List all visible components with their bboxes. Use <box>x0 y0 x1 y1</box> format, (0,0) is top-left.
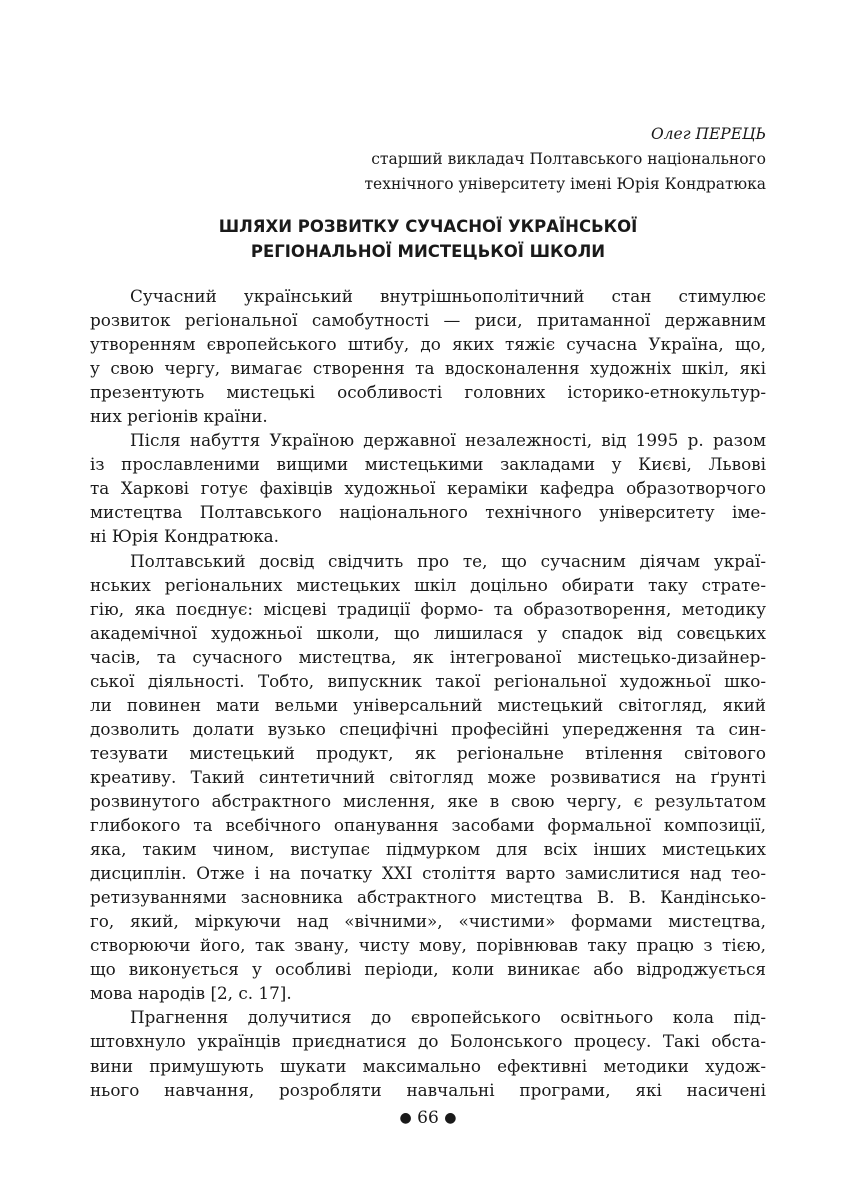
text-line: створюючи його, так звану, чисту мову, порівнював таку працю з тією, <box>90 935 766 956</box>
text-line: го, який, міркуючи над «вічними», «чистими» формами мистецтва, <box>90 911 766 932</box>
paragraph <box>90 284 766 428</box>
author-affiliation-line: старший викладач Полтавського національного <box>371 150 766 168</box>
text-line: та Харкові готує фахівців художньої кераміки кафедра образотворчого <box>90 478 766 499</box>
author-block <box>364 122 766 197</box>
text-line: розвинутого абстрактного мислення, яке в свою чергу, є результатом <box>90 790 766 811</box>
paragraph <box>90 1005 766 1101</box>
page-number <box>0 1106 856 1130</box>
text-line: тезувати мистецький продукт, як регіональне втілення світового <box>90 742 766 763</box>
author-name: Олег ПЕРЕЦЬ <box>650 125 766 143</box>
text-line: них регіонів країни. <box>90 406 268 427</box>
text-line: що виконується у особливі періоди, коли виникає або відроджується <box>90 959 766 980</box>
text-line: Полтавський досвід свідчить про те, що сучасним діячам украї- <box>130 550 766 571</box>
text-line: у свою чергу, вимагає створення та вдосконалення художніх шкіл, які <box>90 358 766 379</box>
text-line: із прославленими вищими мистецькими закладами у Києві, Львові <box>90 454 766 475</box>
paragraph <box>90 549 766 1006</box>
text-line: ретизуваннями засновника абстрактного мистецтва В. В. Кандінсько- <box>90 887 766 908</box>
text-line: ні Юрія Кондратюка. <box>90 526 280 547</box>
text-line: креативу. Такий синтетичний світогляд може розвиватися на ґрунті <box>90 766 766 787</box>
text-line: вини примушують шукати максимально ефективні методики худож- <box>90 1055 766 1076</box>
article-title <box>90 214 766 264</box>
text-line: Прагнення долучитися до європейського освітнього кола під- <box>130 1007 766 1028</box>
bullet-icon: ● <box>444 1110 457 1126</box>
text-line: презентують мистецькі особливості головних історико-етнокультур- <box>90 382 766 403</box>
page-number-value: 66 <box>417 1108 439 1128</box>
text-line: утворенням європейського штибу, до яких тяжіє сучасна Україна, що, <box>90 334 766 355</box>
text-line: ли повинен мати вельми універсальний мистецький світогляд, який <box>90 694 766 715</box>
text-line: гію, яка поєднує: місцеві традиції формо- та образотворення, методику <box>90 598 766 619</box>
text-line: розвиток регіональної самобутності — риси, притаманної державним <box>90 310 766 331</box>
paragraph <box>90 428 766 548</box>
text-line: мистецтва Полтавського національного технічного університету іме- <box>90 502 766 523</box>
bullet-icon: ● <box>399 1110 412 1126</box>
text-line: Після набуття Україною державної незалежності, від 1995 р. разом <box>130 430 766 451</box>
text-line: ської діяльності. Тобто, випускник такої регіональної художньої шко- <box>90 670 766 691</box>
text-line: глибокого та всебічного опанування засобами формальної композиції, <box>90 815 766 836</box>
text-line: нього навчання, розробляти навчальні програми, які насичені <box>90 1079 766 1100</box>
text-line: дозволить долати вузько специфічні професійні упередження та син- <box>90 718 766 739</box>
text-line: дисциплін. Отже і на початку XXI століття варто замислитися над тео- <box>90 863 766 884</box>
title-line: РЕГІОНАЛЬНОЇ МИСТЕЦЬКОЇ ШКОЛИ <box>250 242 606 261</box>
text-line: Сучасний український внутрішньополітичний стан стимулює <box>130 286 766 306</box>
text-line: часів, та сучасного мистецтва, як інтегрованої мистецько-дизайнер- <box>90 646 766 667</box>
author-affiliation-line: технічного університету імені Юрія Кондратюка <box>364 175 766 193</box>
title-line: ШЛЯХИ РОЗВИТКУ СУЧАСНОЇ УКРАЇНСЬКОЇ <box>218 217 638 236</box>
text-line: штовхнуло українців приєднатися до Болонського процесу. Такі обста- <box>90 1031 766 1052</box>
text-line: яка, таким чином, виступає підмурком для всіх інших мистецьких <box>90 839 766 860</box>
text-line: мова народів [2, с. 17]. <box>90 983 292 1004</box>
text-line: академічної художньої школи, що лишилася у спадок від совєцьких <box>90 622 766 643</box>
text-line: нських регіональних мистецьких шкіл доцільно обирати таку страте- <box>90 574 766 595</box>
article-body <box>90 284 766 1102</box>
